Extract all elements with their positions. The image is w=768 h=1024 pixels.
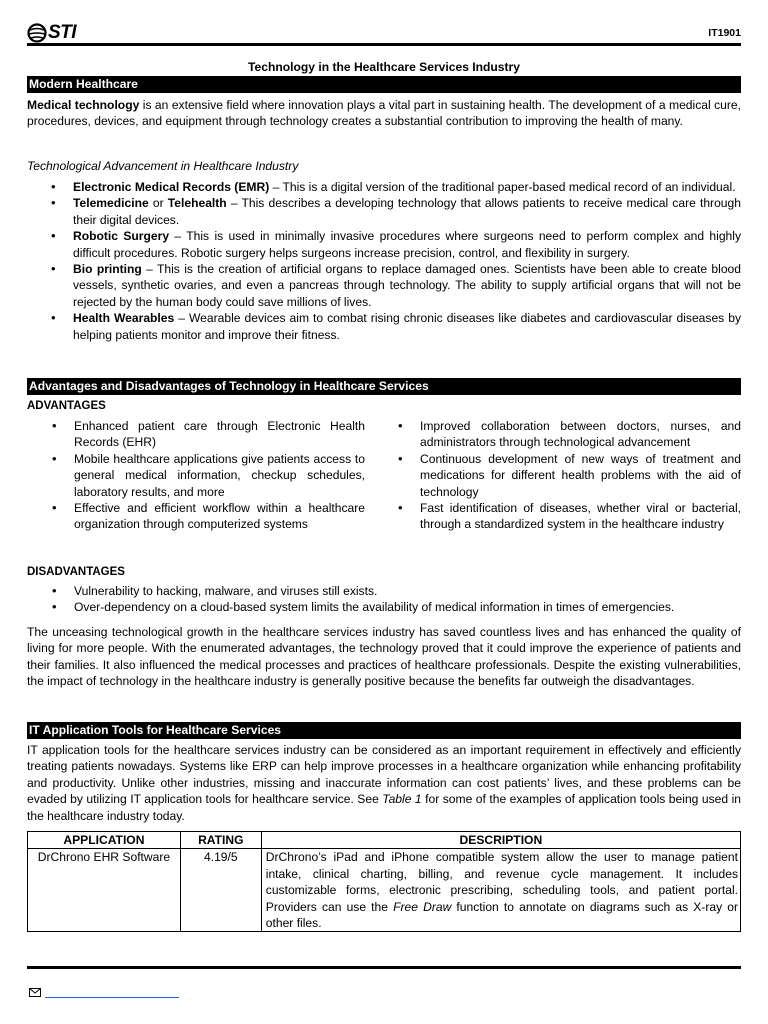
description-text-end: function to annotate on diagrams such as X-ray or other files.: [265, 899, 738, 931]
disadvantages-label: DISADVANTAGES: [27, 566, 125, 578]
section-heading-advantages-disadvantages: Advantages and Disadvantages of Technology in Healthcare Services: [27, 378, 741, 395]
it-tools-paragraph: [27, 742, 741, 824]
intro-text: is an extensive field where innovation plays a vital part in sustaining health. The development of a medical cure, procedures, devices, and equipment through technology creates a substantial contribution to improving the health of many.: [27, 98, 741, 129]
item-term: Robotic Surgery: [73, 229, 170, 244]
item-term: Bio printing: [73, 262, 142, 277]
footer-email-link[interactable]: [45, 997, 179, 998]
section-heading-it-tools: IT Application Tools for Healthcare Services: [27, 722, 741, 739]
table-reference: Table 1: [382, 792, 422, 807]
it-tools-text-end: for some of the examples of application tools being used in the healthcare industry today.: [27, 792, 741, 823]
item-text: – This describes a developing technology that allows patients to receive medical care through their digital devices.: [73, 196, 741, 227]
advantages-left-list: [74, 418, 365, 533]
item-text: – This is the creation of artificial organs to replace damaged ones. Scientists have been able to create blood vessels, synthetic ovaries, and even a pancreas through technology. The ability to supply artificial organs that will not be rejected by the human body could save millions of lives.: [73, 262, 741, 309]
table-header-row: [28, 832, 741, 849]
description-emphasis: Free Draw: [393, 899, 452, 914]
page-header: [27, 20, 741, 46]
globe-icon: [27, 23, 47, 43]
list-item: • Vulnerability to hacking, malware, and viruses still exists.: [74, 583, 741, 599]
list-item: • Continuous development of new ways of treatment and medications for different health problems with the aid of technology: [420, 451, 741, 500]
list-item: • Effective and efficient workflow within a healthcare organization through computerized systems: [74, 500, 365, 533]
list-item: • Over-dependency on a cloud-based system limits the availability of medical information in times of emergencies.: [74, 599, 741, 615]
cell-application: DrChrono EHR Software: [28, 849, 181, 932]
item-term: Health Wearables: [73, 311, 175, 326]
list-item: • Fast identification of diseases, whether viral or bacterial, through a standardized system in the healthcare industry: [420, 500, 741, 533]
item-term: Electronic Medical Records (EMR): [73, 180, 270, 194]
list-item: [73, 228, 741, 261]
item-term: Telemedicine: [73, 196, 149, 211]
cell-rating: 4.19/5: [180, 849, 261, 932]
section-heading-modern-healthcare: Modern Healthcare: [27, 76, 741, 93]
column-header-rating: RATING: [180, 832, 261, 849]
item-text: – Wearable devices aim to combat rising chronic diseases like diabetes and cardiovascular diseases by helping patients monitor and improve their fitness.: [73, 311, 741, 342]
item-term-alt: Telehealth: [167, 196, 227, 211]
advantages-right-list: [420, 418, 741, 533]
column-header-description: DESCRIPTION: [261, 832, 740, 849]
list-item: [73, 310, 741, 343]
subheading-advancement: Technological Advancement in Healthcare Industry: [27, 159, 299, 173]
table-row: [28, 849, 741, 932]
intro-term: Medical technology: [27, 98, 140, 112]
list-item: [73, 179, 741, 195]
summary-paragraph: The unceasing technological growth in the healthcare services industry has saved countless lives and has enhanced the quality of living for more people. With the enumerated advantages, the technology proved that it could improve the experience of patients and their families. It also influenced the medical processes and practices of healthcare professionals. Despite the existing vulnerabilities, the impact of technology in the healthcare industry is generally positive because the benefits far outweigh the disadvantages.: [27, 625, 741, 689]
logo-text: STI: [48, 21, 77, 43]
item-text: – This is used in minimally invasive procedures where surgeons need to perform complex and highly difficult procedures. Robotic surgery helps surgeons increase precision, control, and flexibility in surgery.: [73, 229, 742, 260]
list-item: • Improved collaboration between doctors, nurses, and administrators through technological advancement: [420, 418, 741, 451]
applications-table: [27, 831, 741, 932]
intro-paragraph: [27, 97, 741, 130]
cell-description: [261, 849, 740, 932]
page-title: Technology in the Healthcare Services Industry: [248, 60, 520, 74]
list-item: [73, 195, 741, 228]
it-tools-text: IT application tools for the healthcare services industry can be considered as an important requirement in effectively and efficiently treating patients nowadays. Systems like ERP can help improve processes in a healthcare organization while enhancing profitability and productivity. Unlike other industries, missing and inaccurate information can cost patients’ lives, and these problems can be evaded by utilizing IT application tools for healthcare service. See: [27, 743, 741, 807]
column-header-application: APPLICATION: [28, 832, 181, 849]
footer-rule: [27, 966, 741, 969]
sti-logo: [27, 22, 76, 44]
advancement-list: [73, 179, 741, 343]
list-item: • Mobile healthcare applications give patients access to general medical information, checkup schedules, laboratory results, and more: [74, 451, 365, 500]
disadvantages-list: [74, 583, 741, 616]
advantages-label: ADVANTAGES: [27, 400, 106, 412]
envelope-icon: [29, 988, 41, 997]
item-text: – This is a digital version of the traditional paper-based medical record of an individual.: [269, 180, 736, 194]
document-code: IT1901: [708, 27, 741, 39]
item-connector: or: [148, 196, 168, 211]
description-text: DrChrono’s iPad and iPhone compatible system allow the user to manage patient intake, clinical charting, billing, and revenue cycle management. It includes customizable forms, electronic prescribing, scheduling tools, and patient portal. Providers can use the: [265, 850, 738, 914]
list-item: • Enhanced patient care through Electronic Health Records (EHR): [74, 418, 365, 451]
list-item: [73, 261, 741, 310]
